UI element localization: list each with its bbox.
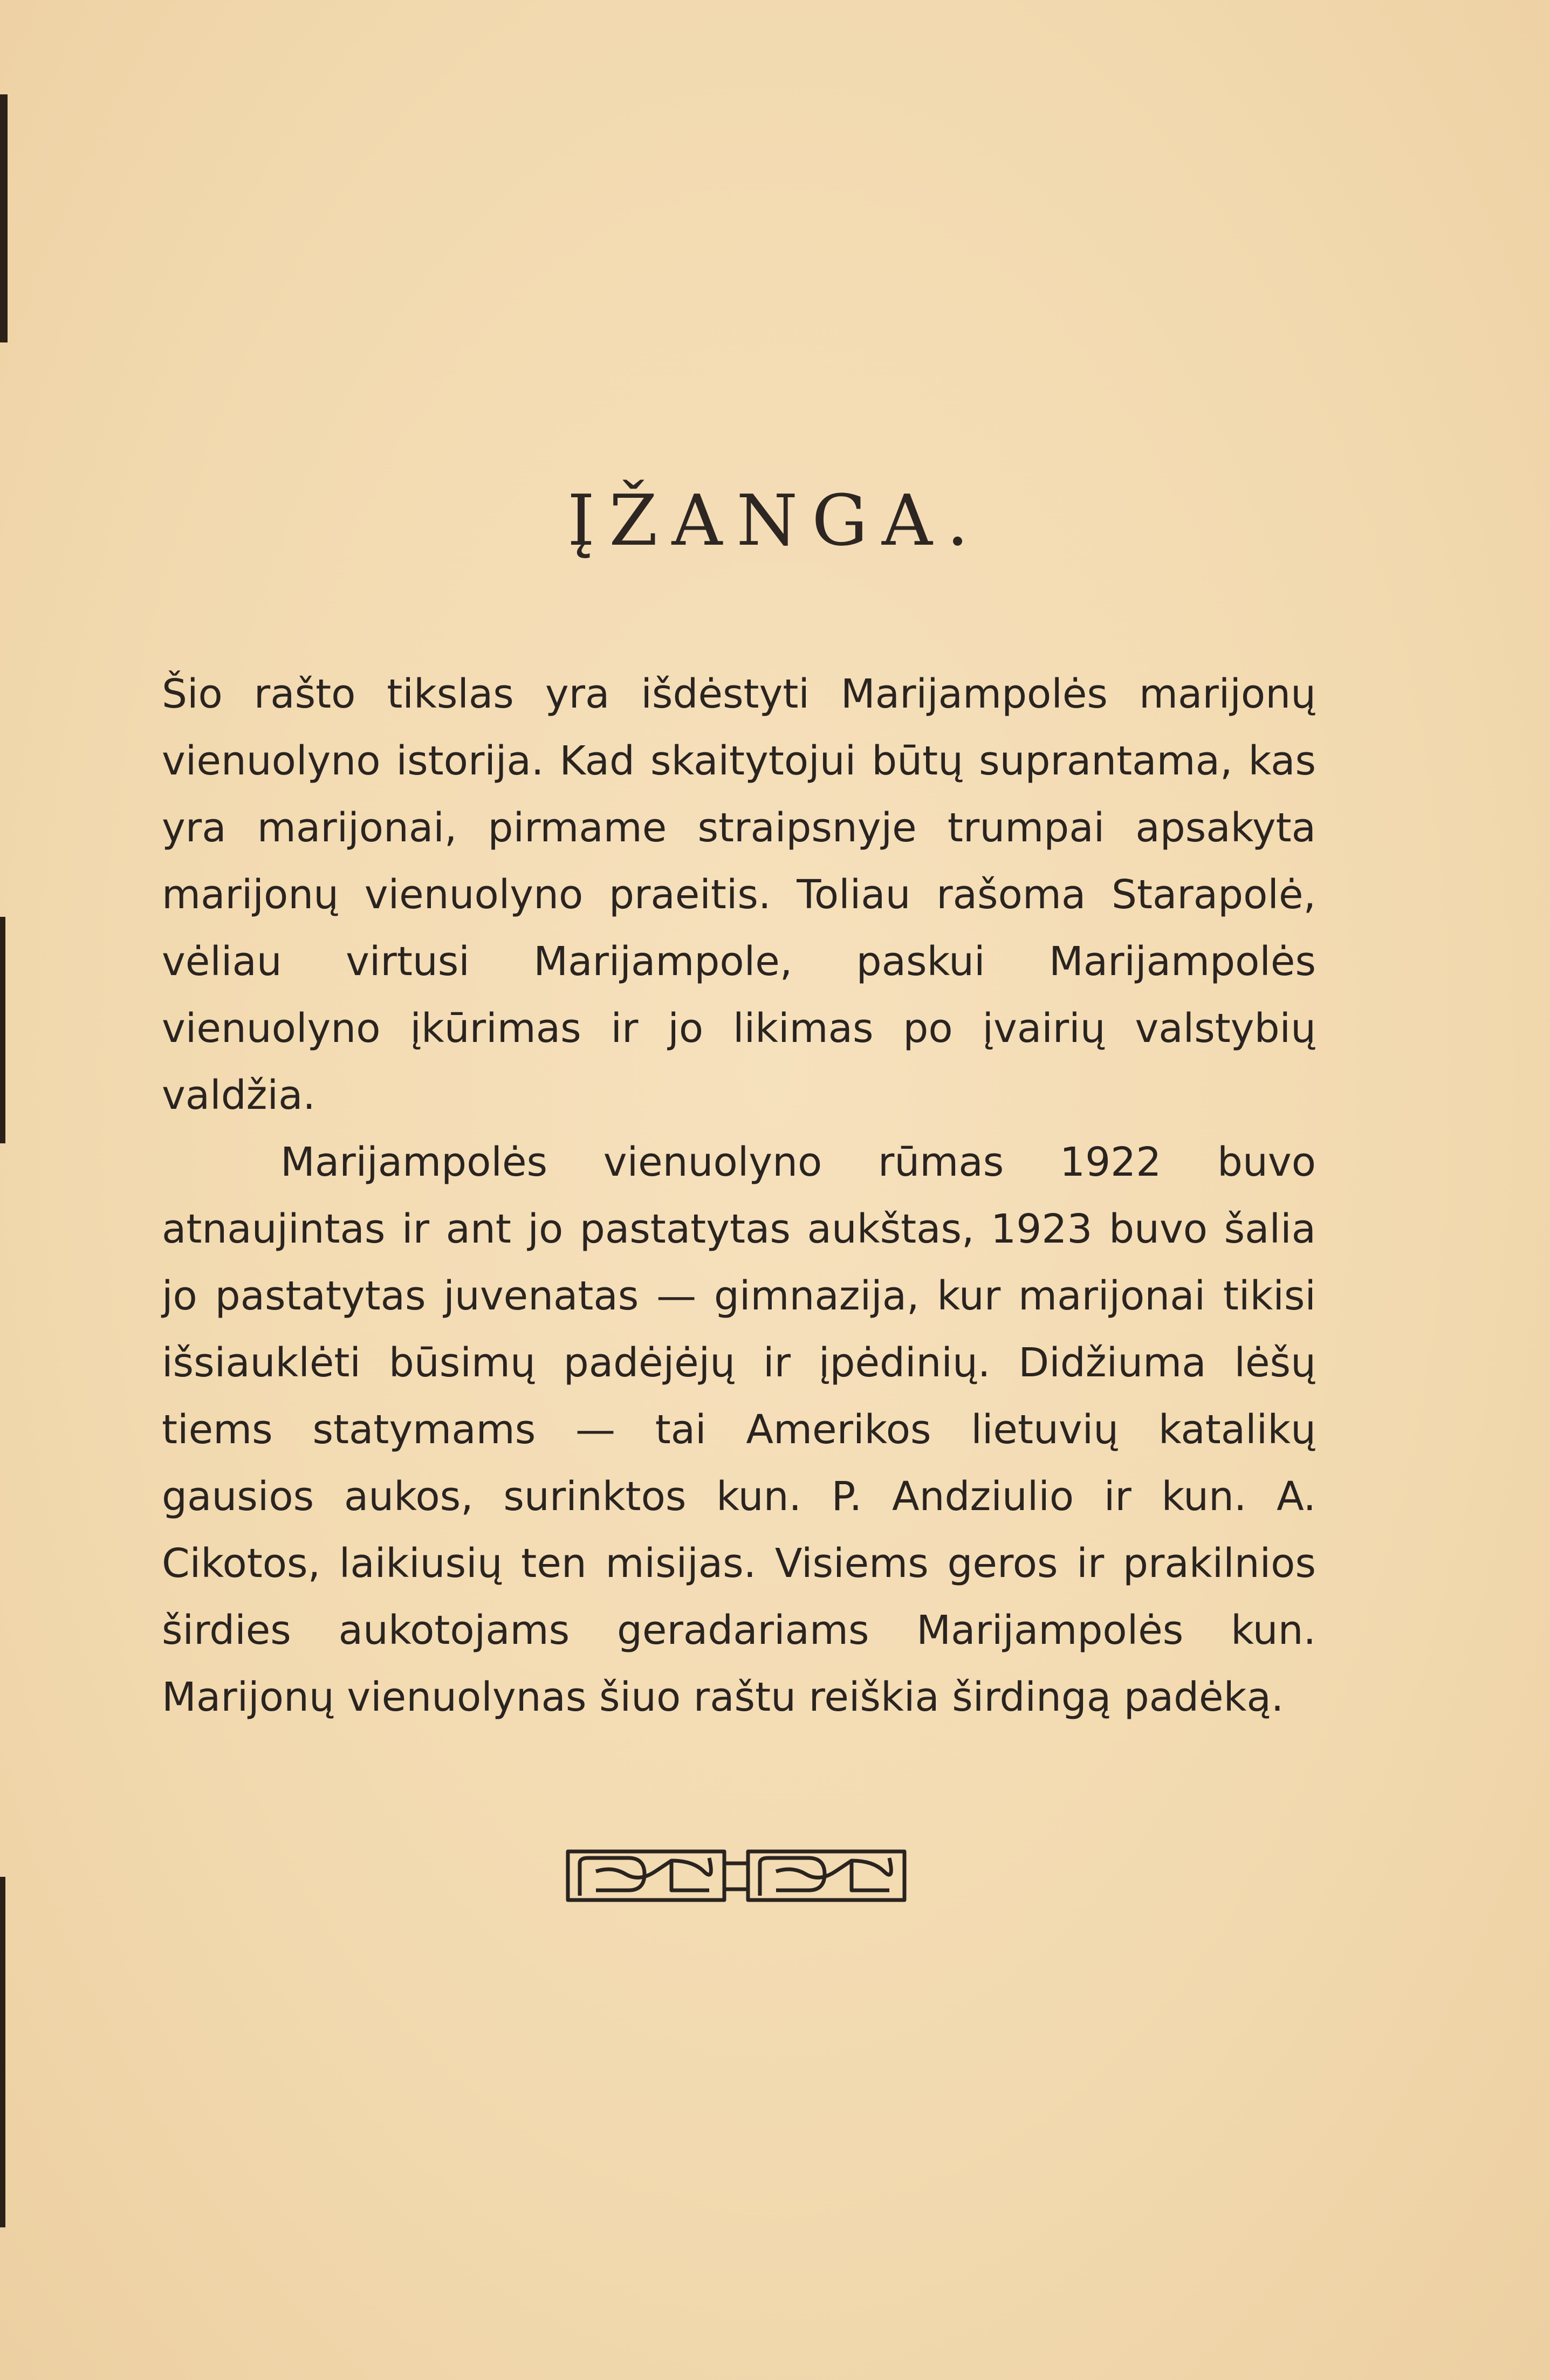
paragraph: Marijampolės vienuolyno rūmas 1922 buvo atnaujintas ir ant jo pastatytas aukštas, 1923 buvo šalia jo pastatytas juvenatas — gimnazija, kur marijonai tikisi išsiauklėti būsimų padėjėjų ir įpėdinių. Didžiuma lėšų tiems statymams — tai Amerikos lietuvių katalikų gausios aukos, surinktos kun. P. Andziulio ir kun. A. Cikotos, laikiusių ten misijas. Visiems geros ir prakilnios širdies aukotojams geradariams Marijampolės kun. Marijonų vienuolynas šiuo raštu reiškia širdingą padėką. bbox=[162, 1139, 1316, 1720]
body-text bbox=[162, 661, 1316, 1731]
binding-edge-mark bbox=[0, 94, 8, 342]
binding-edge-mark bbox=[0, 917, 5, 1143]
decorative-ornament-icon bbox=[564, 1842, 909, 1909]
binding-edge-mark bbox=[0, 1877, 5, 2227]
paragraph: Šio rašto tikslas yra išdėstyti Marijampolės marijonų vienuolyno istorija. Kad skaitytojui būtų suprantama, kas yra marijonai, pirmame straipsnyje trumpai apsakyta marijonų vienuolyno praeitis. Toliau rašoma Starapolė, vėliau virtusi Marijampole, paskui Marijampolės vienuolyno įkūrimas ir jo likimas po įvairių valstybių valdžia. bbox=[162, 671, 1316, 1119]
page-title: ĮŽANGA. bbox=[567, 479, 983, 561]
